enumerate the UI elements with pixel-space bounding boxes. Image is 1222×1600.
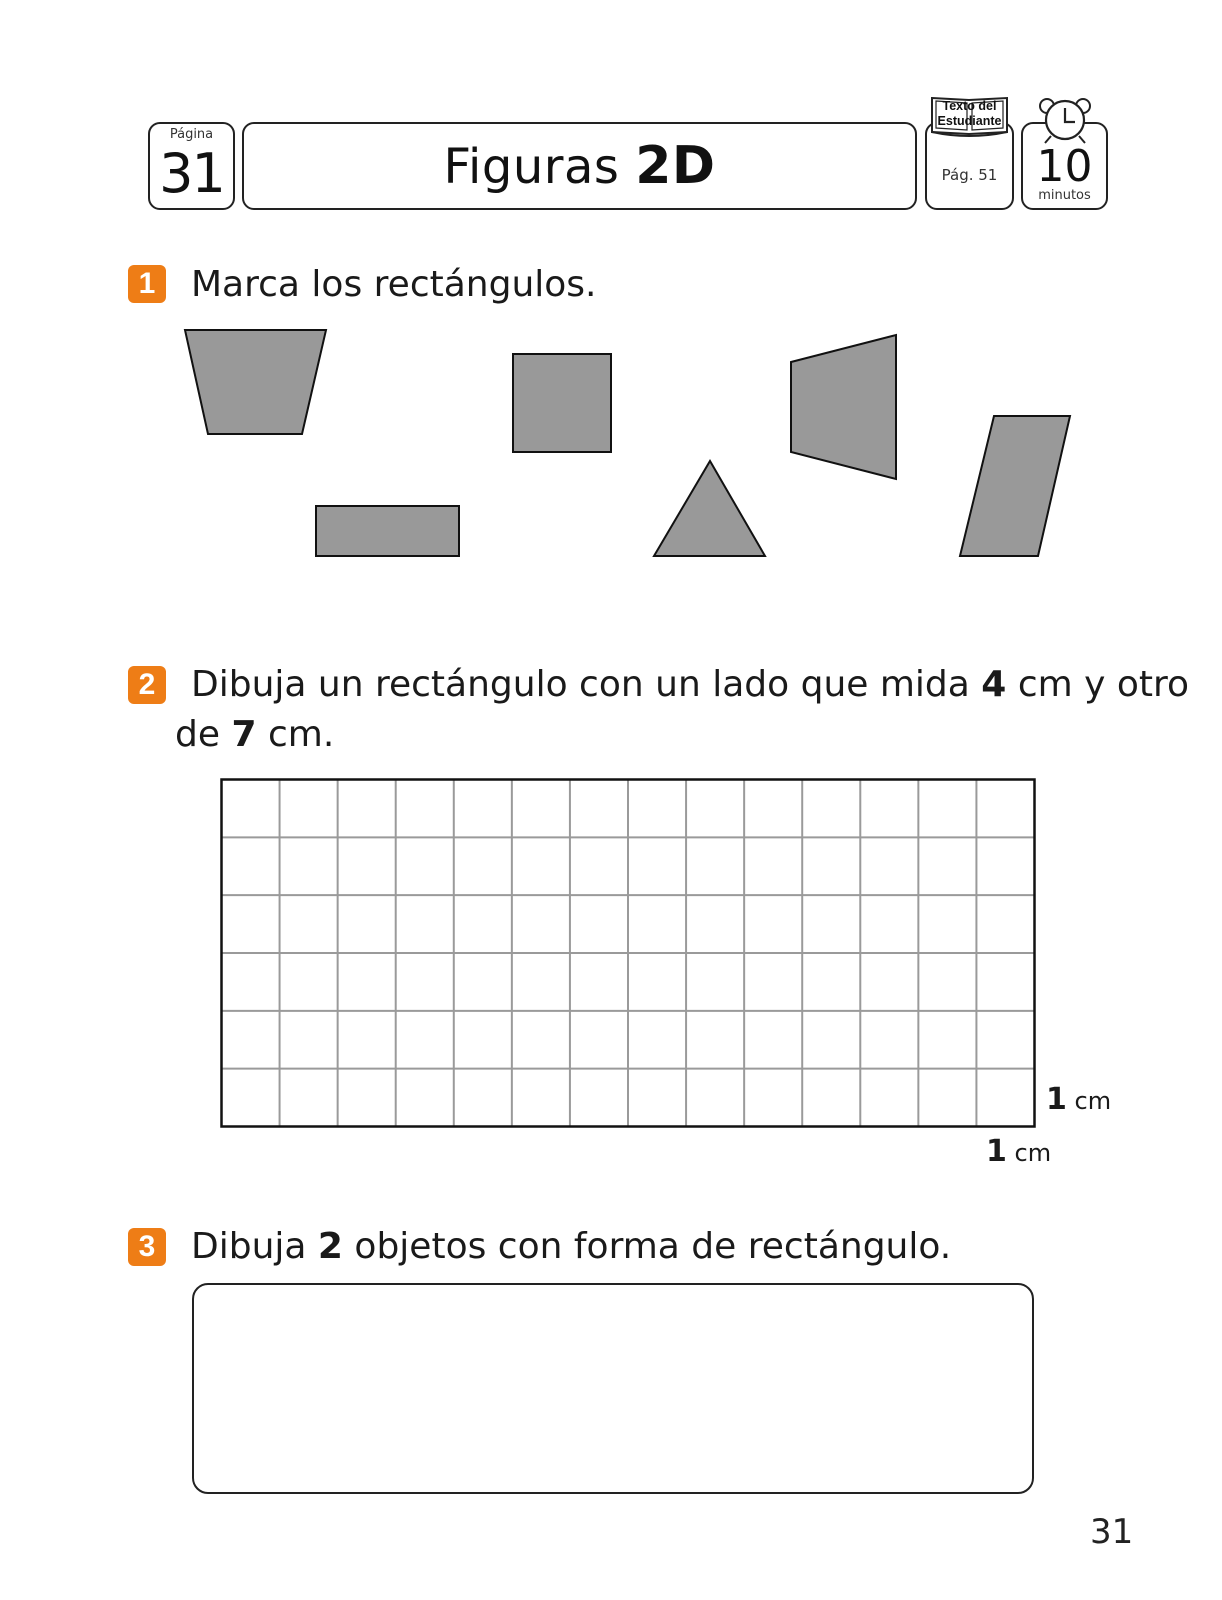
shape-rectangle[interactable] xyxy=(316,506,459,556)
title-box xyxy=(242,122,917,210)
question-2-value-a: 4 xyxy=(981,664,1007,705)
student-text-page: Pág. 51 xyxy=(941,166,998,184)
shapes-panel xyxy=(160,320,1100,570)
question-3-number: 3 xyxy=(128,1228,166,1266)
page-title-bold: 2D xyxy=(635,136,716,196)
question-2-value-b: 7 xyxy=(231,714,257,755)
book-icon xyxy=(929,94,1010,140)
question-2-number: 2 xyxy=(128,666,166,704)
page-number-box xyxy=(148,122,235,210)
shape-square[interactable] xyxy=(513,354,611,452)
question-1-number: 1 xyxy=(128,265,166,303)
footer-page-number: 31 xyxy=(1090,1512,1134,1552)
time-value: 10 xyxy=(1036,141,1093,192)
alarm-clock-icon xyxy=(1037,96,1093,146)
book-line-1: Texto del xyxy=(942,99,997,113)
question-3-value: 2 xyxy=(317,1226,343,1267)
page-label: Página xyxy=(169,127,214,142)
question-2-line-1: Dibuja un rectángulo con un lado que mida 4 cm y otro xyxy=(191,664,1190,705)
shape-slanted-trapezoid[interactable] xyxy=(791,335,896,479)
shape-trapezoid[interactable] xyxy=(185,330,326,434)
drawing-area[interactable] xyxy=(192,1283,1034,1494)
time-unit: minutos xyxy=(1038,188,1091,203)
question-2-line-2: de 7 cm. xyxy=(175,714,335,755)
answer-grid[interactable] xyxy=(220,778,1036,1128)
page-number: 31 xyxy=(159,142,224,205)
vertical-unit-label: 1 cm xyxy=(1046,1082,1112,1117)
book-line-2: Estudiante xyxy=(937,114,1002,128)
horizontal-unit-label: 1 cm xyxy=(986,1134,1052,1169)
question-3-text: Dibuja 2 objetos con forma de rectángulo. xyxy=(191,1226,952,1267)
shape-parallelogram[interactable] xyxy=(960,416,1070,556)
page-title: Figuras 2D xyxy=(443,136,716,196)
question-1-text: Marca los rectángulos. xyxy=(191,264,597,305)
shape-triangle[interactable] xyxy=(654,461,765,556)
